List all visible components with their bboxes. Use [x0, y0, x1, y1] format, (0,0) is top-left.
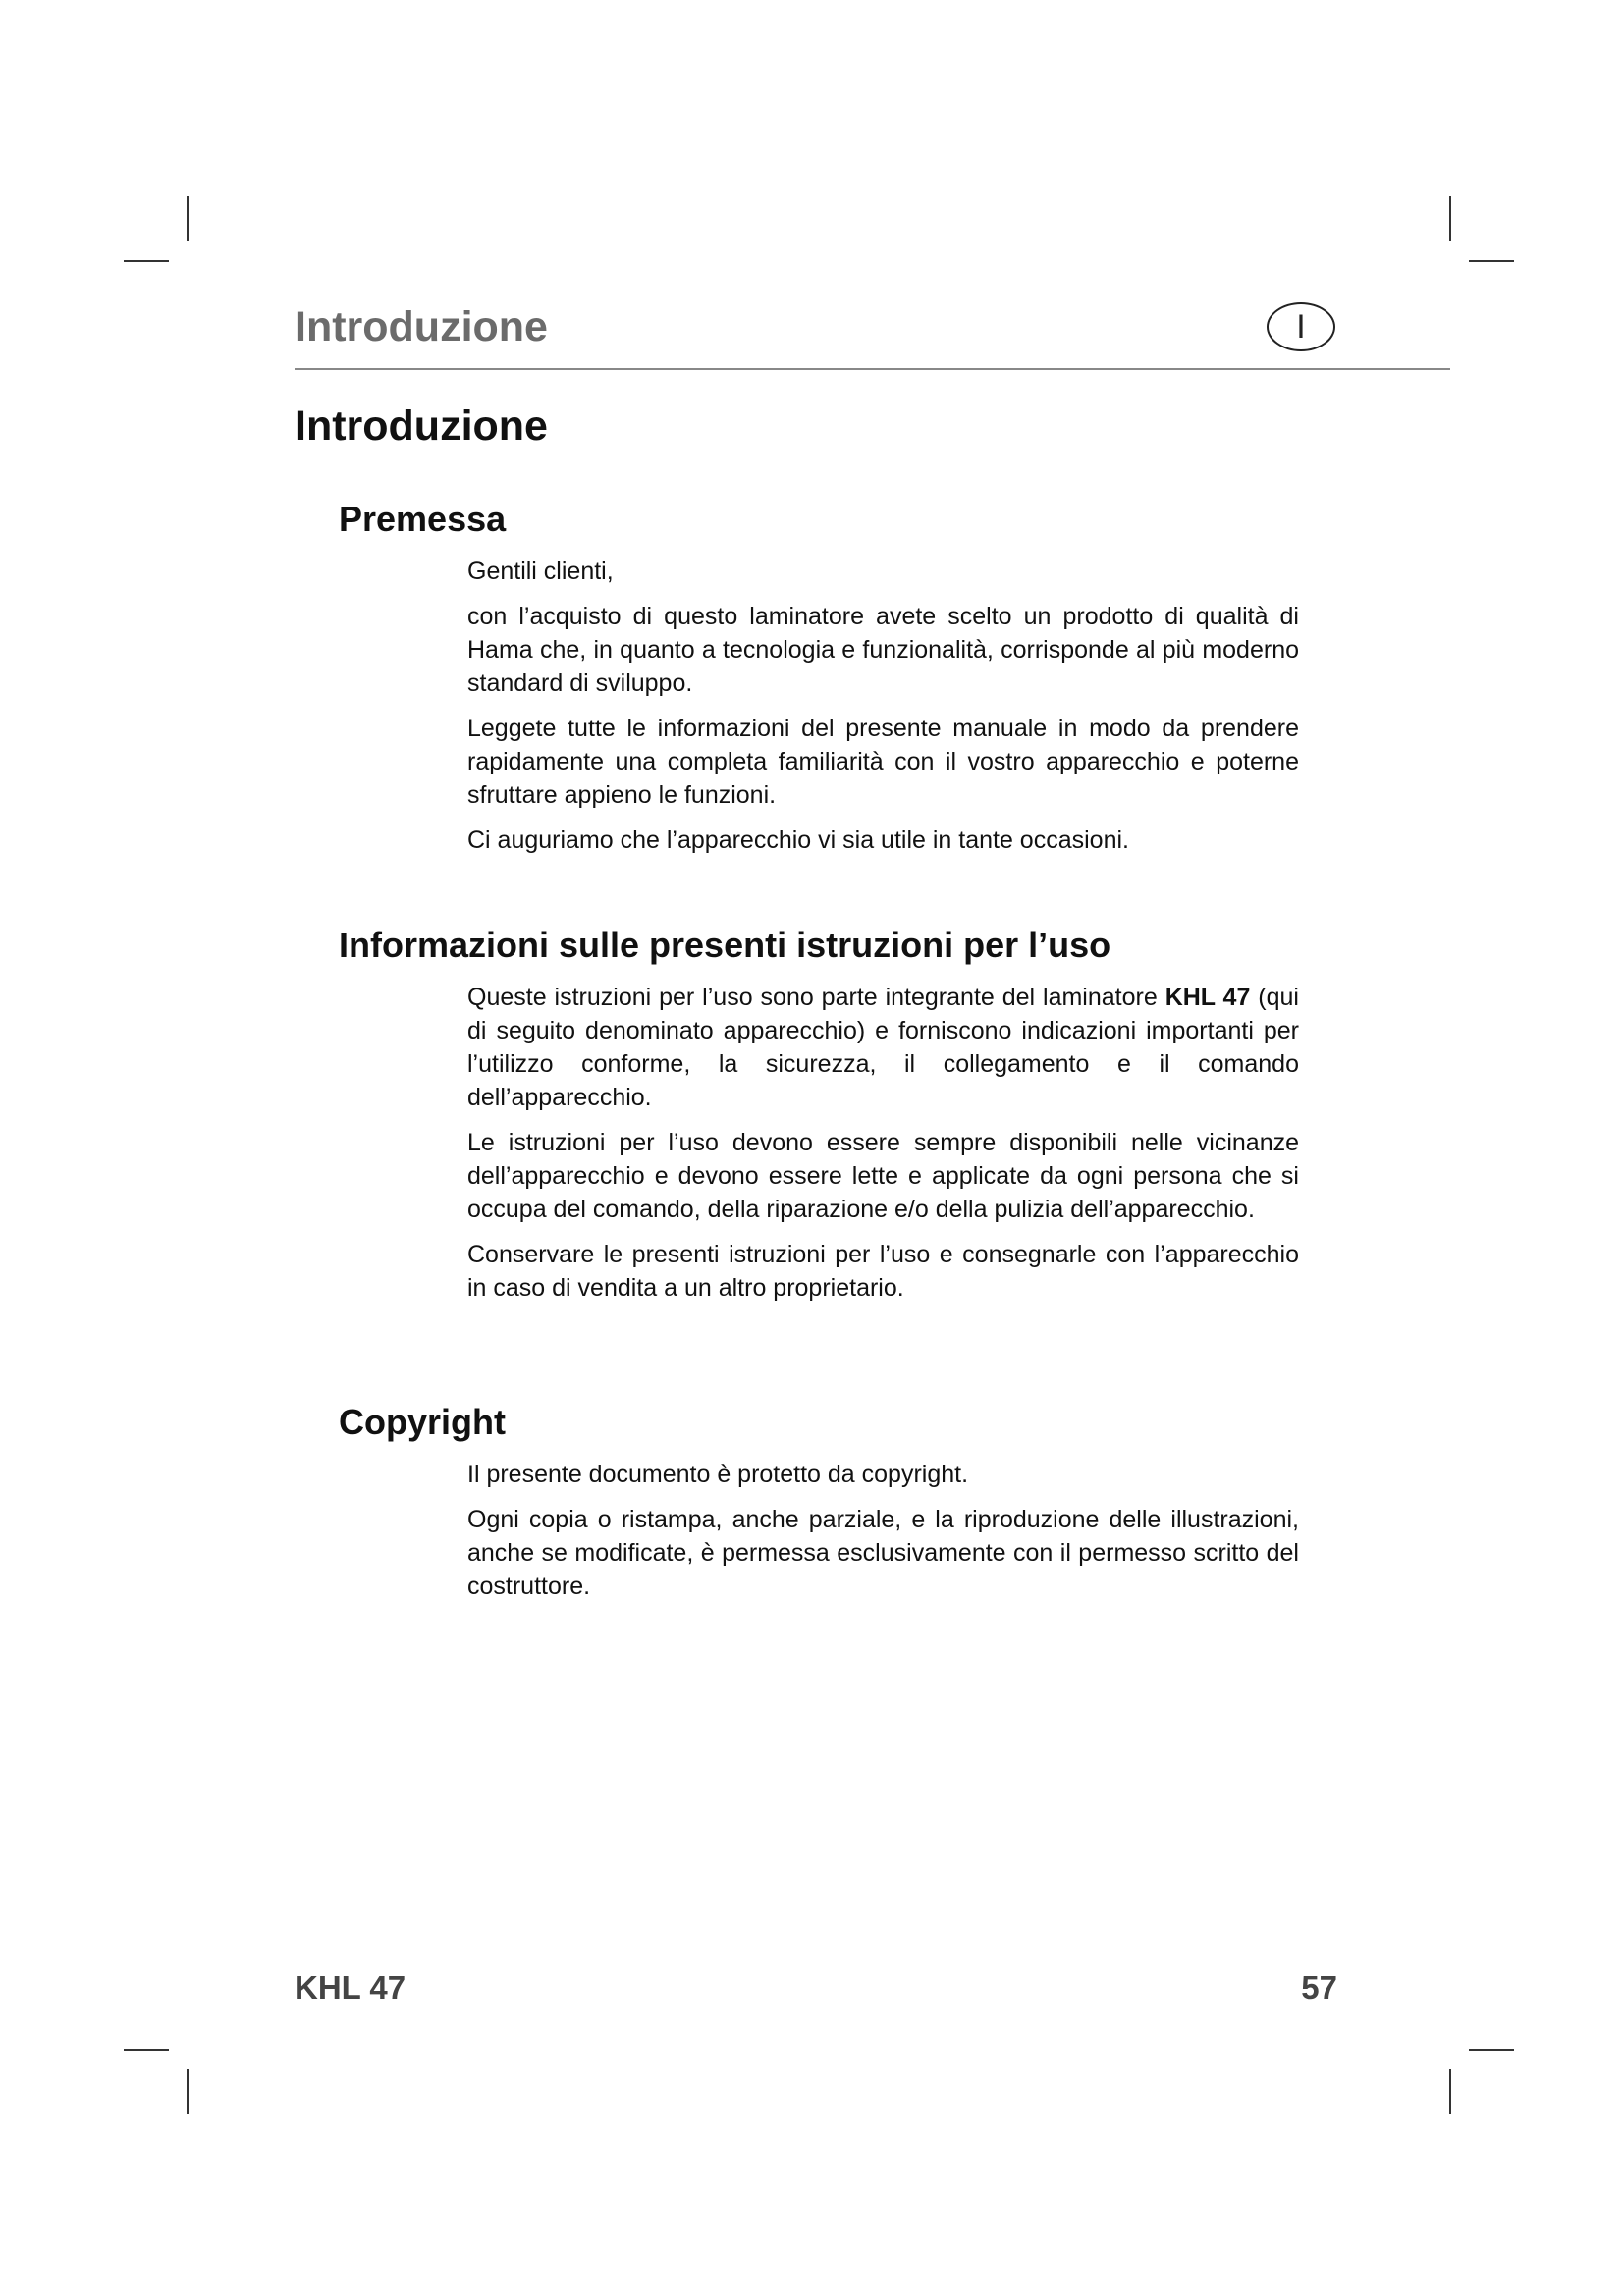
- section-body: [467, 1458, 1299, 1603]
- header-divider: [295, 368, 1450, 370]
- paragraph: Il presente documento è protetto da copyright.: [467, 1461, 969, 1489]
- running-header-title: Introduzione: [295, 303, 548, 350]
- section-copyright: [339, 1402, 1321, 1615]
- paragraph: Ci auguriamo che l’apparecchio vi sia utile in tante occasioni.: [467, 827, 1129, 855]
- paragraph: Leggete tutte le informazioni del presente manuale in modo da prendere rapidamente una completa familiarità con il vostro apparecchio e poterne sfruttare appieno le funzioni.: [467, 715, 1299, 810]
- crop-mark: [1469, 2049, 1514, 2051]
- section-body: [467, 555, 1299, 857]
- page-title: Introduzione: [295, 402, 548, 450]
- language-badge: [1267, 302, 1335, 351]
- paragraph: [467, 981, 1299, 1114]
- crop-mark: [124, 2049, 169, 2051]
- section-heading: Copyright: [339, 1402, 506, 1442]
- section-heading: Premessa: [339, 499, 507, 539]
- paragraph-text: (qui di seguito denominato apparecchio) e forniscono indicazioni importanti per l’utilizzo conforme, la sicurezza, il collegamento e il comando dell’apparecchio.: [467, 984, 1299, 1112]
- paragraph: Conservare le presenti istruzioni per l’uso e consegnarle con l’apparecchio in caso di vendita a un altro proprietario.: [467, 1241, 1299, 1303]
- crop-mark: [1449, 196, 1451, 241]
- crop-mark: [187, 196, 189, 241]
- paragraph: Le istruzioni per l’uso devono essere sempre disponibili nelle vicinanze dell’apparecchio e devono essere lette e applicate da ogni persona che si occupa del comando, della riparazione e/o della pulizia dell’apparecchio.: [467, 1129, 1299, 1224]
- crop-mark: [1469, 260, 1514, 262]
- footer-model: KHL 47: [295, 1969, 406, 2005]
- paragraph: Ogni copia o ristampa, anche parziale, e la riproduzione delle illustrazioni, anche se modificate, è permessa esclusivamente con il permesso scritto del costruttore.: [467, 1506, 1299, 1601]
- section-informazioni: [339, 925, 1321, 1316]
- paragraph: con l’acquisto di questo laminatore avete scelto un prodotto di qualità di Hama che, in quanto a tecnologia e funzionalità, corrisponde al più moderno standard di sviluppo.: [467, 603, 1299, 698]
- language-badge-label: I: [1296, 307, 1306, 346]
- crop-mark: [1449, 2069, 1451, 2114]
- section-heading: Informazioni sulle presenti istruzioni per l’uso: [339, 925, 1111, 965]
- paragraph-text: Queste istruzioni per l’uso sono parte integrante del laminatore: [467, 984, 1165, 1012]
- model-name: KHL 47: [1164, 984, 1251, 1012]
- crop-mark: [187, 2069, 189, 2114]
- paragraph: Gentili clienti,: [467, 558, 614, 586]
- section-body: [467, 981, 1299, 1305]
- crop-mark: [124, 260, 169, 262]
- page-number: 57: [1301, 1969, 1337, 2005]
- section-premessa: [339, 499, 1321, 869]
